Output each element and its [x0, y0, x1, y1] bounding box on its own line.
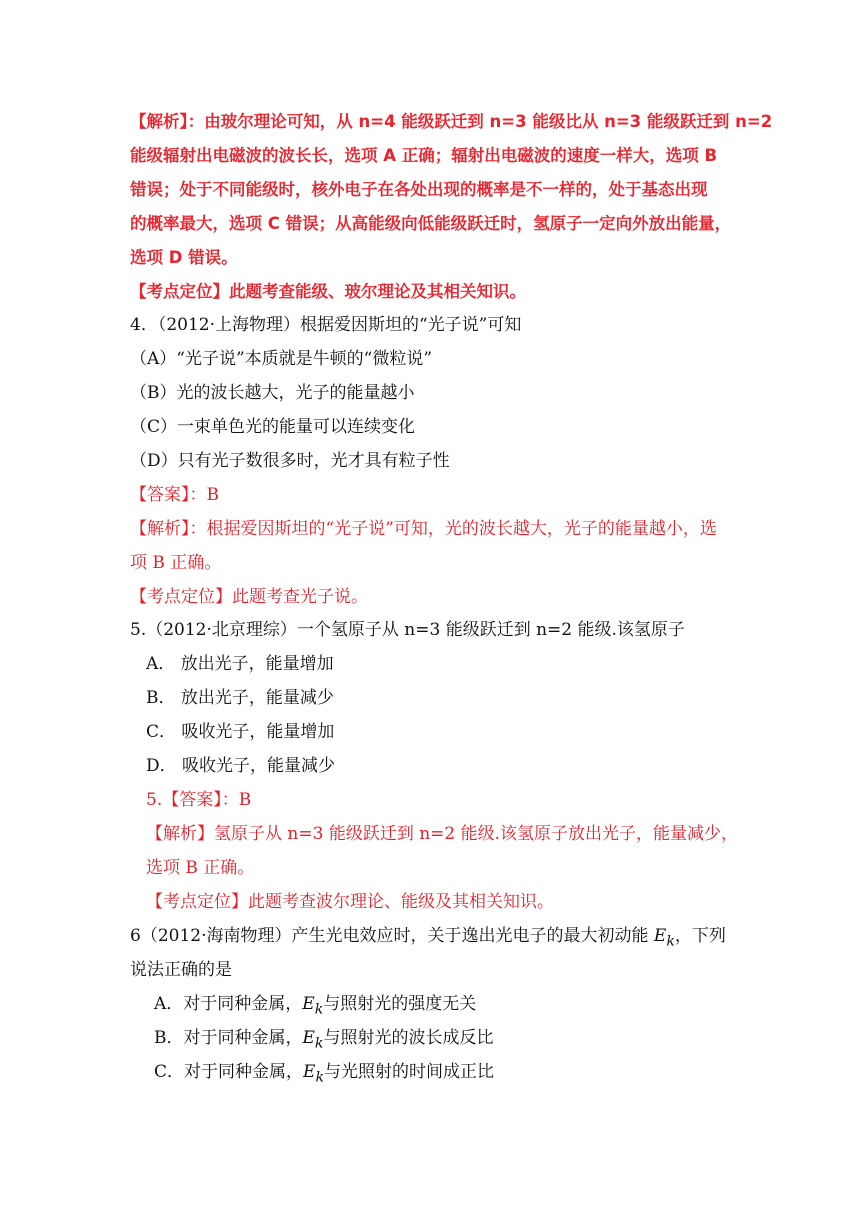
question-6-stem: [130, 924, 726, 953]
question-4-answer: 【答案】：B: [130, 485, 219, 505]
question-6-stem-cont: 说法正确的是: [130, 960, 232, 980]
question-5-option-c: C． 吸收光子，能量增加: [146, 722, 335, 742]
question-4-option-b: （B）光的波长越大，光子的能量越小: [130, 383, 415, 403]
option-c-text: 与光照射的时间成正比: [324, 1062, 495, 1082]
analysis-line: 【解析】：由玻尔理论可知，从 n=4 能级跃迁到 n=3 能级比从 n=3 能级跃迁到 n=2: [130, 112, 773, 131]
option-b-text: 与照射光的波长成反比: [323, 1028, 494, 1048]
ek-letter: E: [653, 926, 667, 946]
ek-subscript: k: [315, 1069, 325, 1086]
question-4-option-c: （C）一束单色光的能量可以连续变化: [130, 417, 416, 437]
ek-letter: E: [303, 1062, 316, 1082]
question-5-option-b: B． 放出光子，能量减少: [146, 688, 334, 708]
ek-symbol: [653, 926, 675, 950]
ek-subscript: k: [314, 1001, 324, 1018]
question-6-stem-text: 6（2012·海南物理）产生光电效应时，关于逸出光电子的最大初动能: [130, 926, 654, 946]
question-4-analysis-cont: 项 B 正确。: [130, 553, 222, 573]
question-4-option-a: （A）“光子说”本质就是牛顿的“微粒说”: [130, 349, 433, 369]
question-4-stem: 4．（2012·上海物理）根据爱因斯坦的“光子说”可知: [130, 315, 522, 335]
question-6-option-a: [154, 992, 476, 1021]
analysis-line: 能级辐射出电磁波的波长长，选项 A 正确；辐射出电磁波的速度一样大，选项 B: [130, 146, 718, 165]
question-6-option-b: [154, 1026, 494, 1055]
question-4-analysis: 【解析】：根据爱因斯坦的“光子说”可知，光的波长越大，光子的能量越小，选: [130, 519, 717, 539]
ek-letter: E: [302, 994, 315, 1014]
analysis-line: 选项 D 错误。: [130, 248, 238, 267]
question-6-stem-tail: ，下列: [674, 926, 726, 946]
question-5-answer: 5.【答案】：B: [146, 790, 252, 810]
ek-symbol: [302, 1028, 324, 1052]
option-a-text: 与照射光的强度无关: [323, 994, 477, 1014]
option-b-prefix: B．对于同种金属，: [154, 1028, 303, 1048]
knowledge-point: 【考点定位】此题考查能级、玻尔理论及其相关知识。: [130, 282, 526, 301]
analysis-line: 的概率最大，选项 C 错误；从高能级向低能级跃迁时，氢原子一定向外放出能量，: [130, 214, 732, 233]
ek-letter: E: [302, 1028, 315, 1048]
question-5-analysis-cont: 选项 B 正确。: [146, 858, 255, 878]
analysis-line: 错误；处于不同能级时，核外电子在各处出现的概率是不一样的，处于基态出现: [130, 180, 708, 199]
question-5-stem: 5.（2012·北京理综）一个氢原子从 n=3 能级跃迁到 n=2 能级.该氢原子: [130, 620, 685, 640]
ek-subscript: k: [314, 1035, 324, 1052]
question-5-knowledge-point: 【考点定位】此题考查波尔理论、能级及其相关知识。: [146, 892, 554, 912]
ek-subscript: k: [666, 933, 675, 950]
question-5-option-d: D． 吸收光子，能量减少: [146, 756, 336, 776]
question-6-option-c: [154, 1060, 494, 1089]
ek-symbol: [303, 1062, 325, 1086]
question-5-option-a: A． 放出光子，能量增加: [146, 654, 334, 674]
question-4-option-d: （D）只有光子数很多时，光才具有粒子性: [130, 451, 450, 471]
question-4-knowledge-point: 【考点定位】此题考查光子说。: [130, 587, 368, 607]
option-c-prefix: C．对于同种金属，: [154, 1062, 304, 1082]
option-a-prefix: A．对于同种金属，: [154, 994, 303, 1014]
ek-symbol: [302, 994, 324, 1018]
question-5-analysis: 【解析】氢原子从 n=3 能级跃迁到 n=2 能级.该氢原子放出光子，能量减少，: [146, 824, 739, 844]
